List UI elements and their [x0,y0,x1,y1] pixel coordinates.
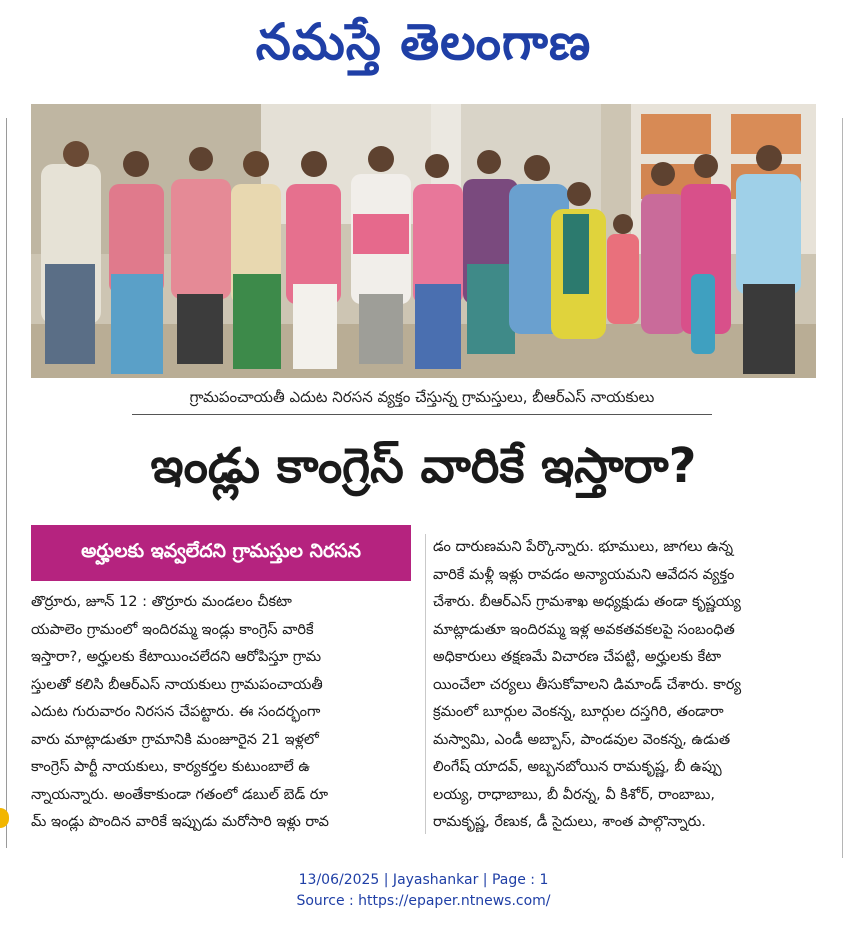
body-line: యించేలా చర్యలు తీసుకోవాలని డిమాండ్ చేశారు. కార్య [433,676,742,693]
body-line: తొర్రూరు, జూన్ 12 : తొర్రూరు మండలం చీకటా [31,594,292,610]
right-margin-rule [842,118,843,858]
body-line: అధికారులు తక్షణమే విచారణ చేపట్టి, అర్హులకు కేటా [433,649,722,665]
body-line: మ్ ఇండ్లు పొందిన వారికే ఇప్పుడు మరోసారి ఇళ్లు రావ [31,814,329,830]
page-footer [0,870,847,912]
news-photo [31,104,816,378]
footer-source-link[interactable]: Source : https://epaper.ntnews.com/ [296,893,551,909]
body-line: న్నాయన్నారు. అంతేకాకుండా గతంలో డబుల్ బెడ్ రూ [31,786,329,803]
body-line: రామకృష్ణ, రేణుక, డీ సైదులు, శాంత పాల్గొన్నారు. [433,814,706,830]
newspaper-masthead [0,0,847,96]
article-body-right-column [433,534,818,837]
article-subheadline: అర్హులకు ఇవ్వలేదని గ్రామస్తుల నిరసన [31,525,411,581]
masthead-title: నమస్తే తెలంగాణ [255,12,592,71]
body-line: ఇస్తారా?, అర్హులకు కేటాయించలేదని ఆరోపిస్తూ గ్రామ [31,649,322,665]
body-line: లయ్య, రాధాబాబు, బీ వీరన్న, వీ కిశోర్, రాంబాబు, [433,786,715,803]
body-line: మస్వామి, ఎండీ అబ్బాస్, పాండవుల వెంకన్న, ఉడుత [433,731,731,748]
body-line: డం దారుణమని పేర్కొన్నారు. భూములు, జాగలు ఉన్న [433,539,734,555]
article-body-left-column [31,589,420,837]
article-headline: ఇండ్లు కాంగ్రెస్ వారికే ఇస్తారా? [150,438,697,494]
left-margin-rule [6,118,7,848]
body-line: లింగేష్ యాదవ్, అబ్బనబోయిన రామకృష్ణ, బీ ఉప్పు [433,759,722,775]
body-line: క్రమంలో బూర్గుల వెంకన్న, బూర్గుల దస్తగిరి, తండారా [433,704,724,720]
page-edge-marker [0,808,9,828]
body-line: యపాలెం గ్రామంలో ఇందిరమ్మ ఇండ్లు కాంగ్రెస్ వారికే [31,621,314,638]
body-line: మాట్లాడుతూ ఇందిరమ్మ ఇళ్ల అవకతవకలపై సంబంధిత [433,621,735,638]
body-line: వారు మాట్లాడుతూ గ్రామానికి మంజూరైన 21 ఇళ్లలో [31,731,319,748]
body-line: ఎదుట గురువారం నిరసన చేపట్టారు. ఈ సందర్భంగా [31,704,321,720]
body-line: చేశారు. బీఆర్‌ఎస్ గ్రామశాఖ అధ్యక్షుడు తండా కృష్ణయ్య [433,594,741,610]
body-line: వారికే మళ్లీ ఇళ్లు రావడం అన్యాయమని ఆవేదన వ్యక్తం [433,566,735,583]
caption-underline [132,414,712,415]
column-divider [425,534,426,834]
body-line: కాంగ్రెస్ పార్టీ నాయకులు, కార్యకర్తల కుటుంబాలే ఉ [31,759,310,775]
body-line: స్తులతో కలిసి బీఆర్‌ఎస్ నాయకులు గ్రామపంచాయతీ [31,676,323,693]
footer-date-edition: 13/06/2025 | Jayashankar | Page : 1 [298,872,549,888]
photo-caption: గ్రామపంచాయతీ ఎదుట నిరసన వ్యక్తం చేస్తున్న గ్రామస్తులు, బీఆర్‌ఎస్ నాయకులు [189,388,655,406]
protest-group-photo [31,104,816,378]
